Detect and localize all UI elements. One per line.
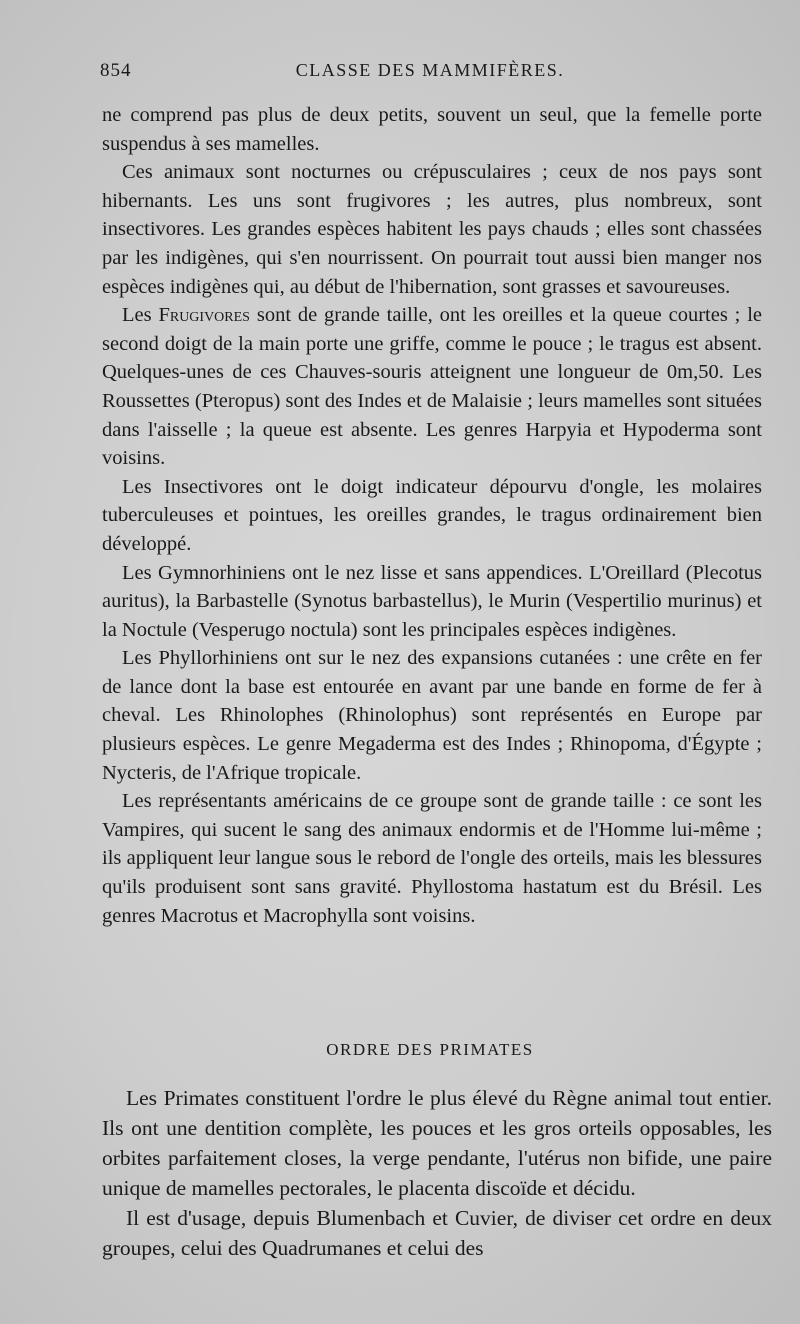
paragraph-habits: Ces animaux sont nocturnes ou crépusculaires ; ceux de nos pays sont hibernants. Les uns sont frugivores ; les autres, plus nombreux, sont insectivores. Les grandes espèces habitent les pays chauds ; elles sont chassées par les indigènes, qui s'en nourrissent. On pourrait tout aussi bien manger nos espèces indigènes qui, au début de l'hibernation, sont grasses et savoureuses. [102,161,762,298]
paragraph-insectivores: Les Insectivores ont le doigt indicateur dépourvu d'ongle, les molaires tuberculeuses et pointues, les oreilles grandes, le tragus ordinairement bien développé. [102,475,762,555]
paragraph-primates-groups: Il est d'usage, depuis Blumenbach et Cuvier, de diviser cet ordre en deux groupes, celui des Quadrumanes et celui des [102,1206,772,1260]
paragraph-phyllorhiniens: Les Phyllorhiniens ont sur le nez des expansions cutanées : une crête en fer de lance dont la base est entourée en avant par une bande en forme de fer à cheval. Les Rhinolophes (Rhinolophus) sont représentés en Europe par plusieurs espèces. Le genre Megaderma est des Indes ; Rhinopoma, d'Égypte ; Nycteris, de l'Afrique tropicale. [102,647,762,784]
frugivores-rest: sont de grande taille, ont les oreilles et la queue [249,304,669,327]
frugivores-lead: Les [122,304,159,327]
paragraph-frugivores [102,301,762,473]
paragraph-vampires: Les représentants américains de ce groupe sont de grande taille : ce sont les Vampires, qui sucent le sang des animaux endormis et de l'Homme lui-même ; ils appliquent leur langue sous le rebord de l'ongle des orteils, mais les blessures qu'ils produisent sont sans gravité. Phyllostoma hastatum est du Brésil. Les genres Macrotus et Macrophylla sont voisins. [102,790,762,927]
body-text [102,101,762,930]
running-head [100,60,760,90]
paragraph-primates: Les Primates constituent l'ordre le plus élevé du Règne animal tout entier. Ils ont une dentition complète, les pouces et les gros orteils opposables, les orbites parfaitement closes, la verge pendante, l'utérus non bifide, une paire unique de mamelles pectorales, le placenta discoïde et décidu. [102,1086,772,1200]
running-title: CLASSE DES MAMMIFÈRES. [295,60,565,80]
page-number: 854 [100,60,132,81]
section-body-text [102,1083,772,1263]
frugivores-term: Frugivores [158,304,250,327]
paragraph-continuation: ne comprend pas plus de deux petits, souvent un seul, que la femelle porte suspendus à ses mamelles. [102,104,762,155]
section-heading: ORDRE DES PRIMATES [326,1040,534,1059]
frugivores-cont: courtes ; le second doigt de la main porte une griffe, comme le pouce ; le tragus est absent. Quelques-unes de ces Chauves-souris atteignent une longueur de 0m,50. Les Roussettes (Pteropus) sont des Indes et de Malaisie ; leurs mamelles sont situées dans l'aisselle ; la queue est absente. Les genres Harpyia et Hypoderma sont voisins. [102,304,762,470]
paragraph-gymnorhiniens: Les Gymnorhiniens ont le nez lisse et sans appendices. L'Oreillard (Plecotus auritus), la Barbastelle (Synotus barbastellus), le Murin (Vespertilio murinus) et la Noctule (Vesperugo noctula) sont les principales espèces indigènes. [102,561,762,641]
